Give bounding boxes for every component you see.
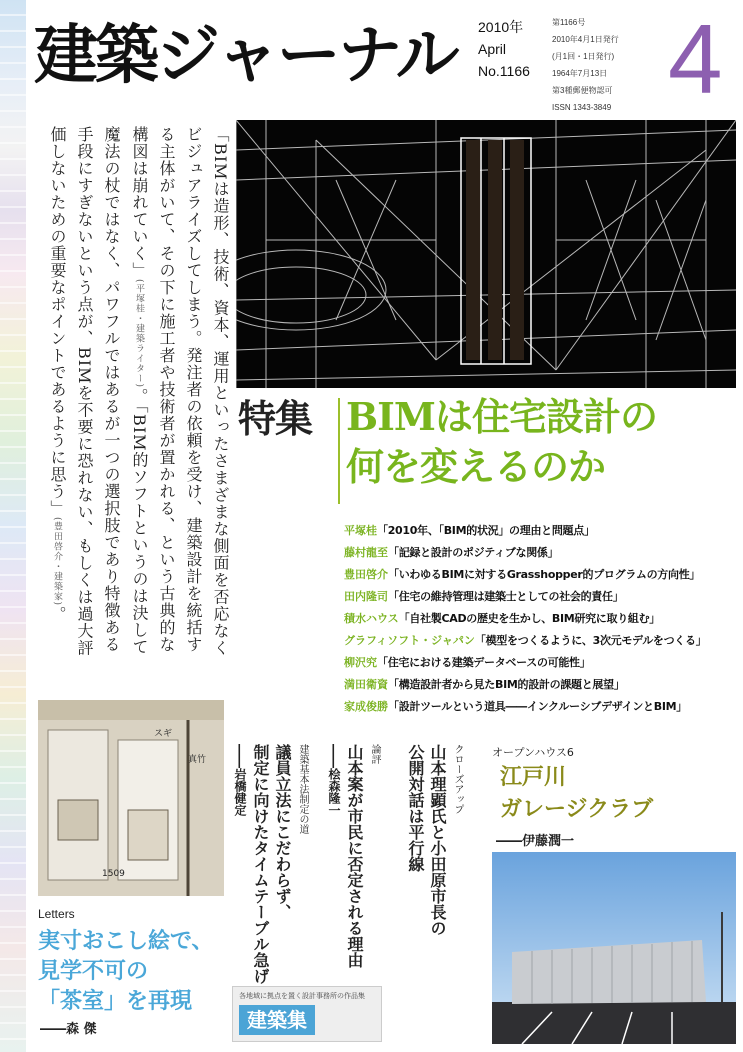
issue-big-number: 4 [668, 4, 723, 114]
law-author: ――岩橋健定 [233, 744, 247, 816]
commentary-column [326, 744, 384, 974]
commentary-title: 山本案が市民に否定される理由 [345, 744, 364, 968]
law-label: 建築基本法制定の道 [297, 744, 308, 834]
article-item [344, 542, 739, 564]
article-title: 「住宅の維持管理は建築士としての社会的責任」 [388, 590, 624, 603]
article-item [344, 608, 739, 630]
issue-info-line: ISSN 1343-3849 [552, 103, 612, 112]
open-house-title-line: ガレージクラブ [500, 797, 654, 822]
issue-info-line: 2010年4月1日発行 [552, 35, 619, 44]
letters-title-line: 見学不可の [38, 958, 149, 984]
open-house-title [500, 762, 653, 826]
article-author: 積水ハウス [344, 612, 399, 625]
issue-info-line: 第3種郵便物認可 [552, 86, 613, 95]
issue-info-line: 1964年7月13日 [552, 69, 608, 78]
feature-title-line: 何を変えるのか [346, 444, 606, 489]
intro-credit-2: (豊田啓介・建築家) [52, 517, 62, 607]
article-item [344, 520, 739, 542]
article-author: 平塚桂 [344, 524, 377, 537]
commentary-label: 論評 [369, 744, 380, 764]
law-title-line: 制定に向けたタイムテーブル急げ [251, 744, 270, 984]
intro-text-2: 。「BIM的ソフトというのは決して魔法の杖ではなく、パワフルではあるが一つの選択肢であり特徴ある手段にすぎないという点が、BIMを不要に恐れない、もしくは過大評価しないための重要なポイントであるように思う」 [48, 126, 149, 657]
intro-text-1: 「BIMは造形、技術、資本、運用といったさまざまな側面を否応なくビジュアライズしてしまう。発注者の依頼を受け、建築設計を統括する主体がいて、その下に施工者や技術者が置かれる、という古典的な構図は崩れていく」 [130, 126, 230, 657]
issue-year: 2010年 [478, 19, 524, 35]
intro-end: 。 [48, 606, 67, 624]
intro-credit-1: (平塚桂・建築ライター) [134, 279, 144, 389]
feature-title [346, 392, 657, 492]
publication-name: 建築集 [239, 1005, 315, 1035]
feature-label: 特集 [238, 397, 313, 441]
article-author: 家成俊勝 [344, 700, 388, 713]
masthead-title: 建築ジャーナル [34, 19, 457, 93]
letters-title [38, 926, 238, 1016]
closeup-column [404, 744, 467, 964]
commentary-author: ――桧森隆一 [327, 744, 341, 816]
publication-caption: 各地域に拠点を置く設計事務所の作品集 [239, 992, 365, 1000]
open-house-photo [492, 852, 736, 1044]
article-title: 「設計ツールという道具――インクルーシブデザインとBIM」 [388, 700, 687, 713]
feature-article-list [344, 520, 739, 718]
photo-label-madake: 真竹 [188, 755, 207, 765]
article-author: 田内隆司 [344, 590, 388, 603]
issue-date-block [478, 16, 530, 82]
letters-photo [38, 700, 224, 896]
cover-wireframe-image [236, 120, 736, 388]
photo-label-sugi: スギ [154, 729, 173, 739]
open-house-author: ――伊藤潤一 [496, 834, 575, 849]
article-title: 「自社製CADの歴史を生かし、BIM研究に取り組む」 [398, 612, 661, 625]
open-house-label: オープンハウス6 [492, 746, 574, 759]
article-item [344, 564, 739, 586]
issue-no: No.1166 [478, 63, 530, 79]
article-author: 藤村龍至 [344, 546, 388, 559]
article-author: 満田衛資 [344, 678, 388, 691]
article-author: 豊田啓介 [344, 568, 388, 581]
article-title: 「住宅における建築データベースの可能性」 [377, 656, 591, 669]
color-strip [0, 0, 26, 1052]
letters-label: Letters [38, 907, 75, 921]
issue-info-line: 第1166号 [552, 18, 586, 27]
article-item [344, 674, 739, 696]
article-author: 柳沢究 [344, 656, 377, 669]
feature-title-line: BIMは住宅設計の [346, 394, 657, 439]
publication-box [232, 986, 382, 1042]
article-item [344, 696, 739, 718]
article-title: 「2010年、「BIM的状況」の理由と問題点」 [377, 524, 595, 537]
open-house-title-line: 江戸川 [500, 765, 567, 790]
intro-text [44, 126, 234, 666]
letters-title-line: 実寸おこし絵で、 [38, 928, 214, 954]
photo-label-number: 1509 [102, 869, 125, 879]
article-title: 「いわゆるBIMに対するGrasshopper的プログラムの方向性」 [388, 568, 701, 581]
law-column [232, 744, 312, 984]
article-item [344, 652, 739, 674]
article-title: 「模型をつくるように、3次元モデルをつくる」 [474, 634, 707, 647]
article-title: 「構造設計者から見たBIM的設計の課題と展望」 [388, 678, 625, 691]
article-title: 「記録と設計のポジティブな関係」 [388, 546, 559, 559]
article-author: グラフィソフト・ジャパン [344, 634, 475, 647]
letters-title-line: 「茶室」を再現 [38, 988, 193, 1014]
article-item [344, 630, 739, 652]
article-item [344, 586, 739, 608]
issue-info-block [552, 14, 619, 116]
law-title-line: 議員立法にこだわらず、 [273, 744, 292, 920]
letters-author: ――森 傑 [40, 1022, 97, 1037]
closeup-title-line: 山本理顕氏と小田原市長の [428, 744, 447, 936]
issue-info-line: (月1回・1日発行) [552, 52, 615, 61]
feature-divider [338, 398, 340, 504]
closeup-title-line: 公開対話は平行線 [406, 744, 425, 872]
issue-month: April [478, 41, 507, 57]
closeup-label: クローズアップ [452, 744, 463, 814]
